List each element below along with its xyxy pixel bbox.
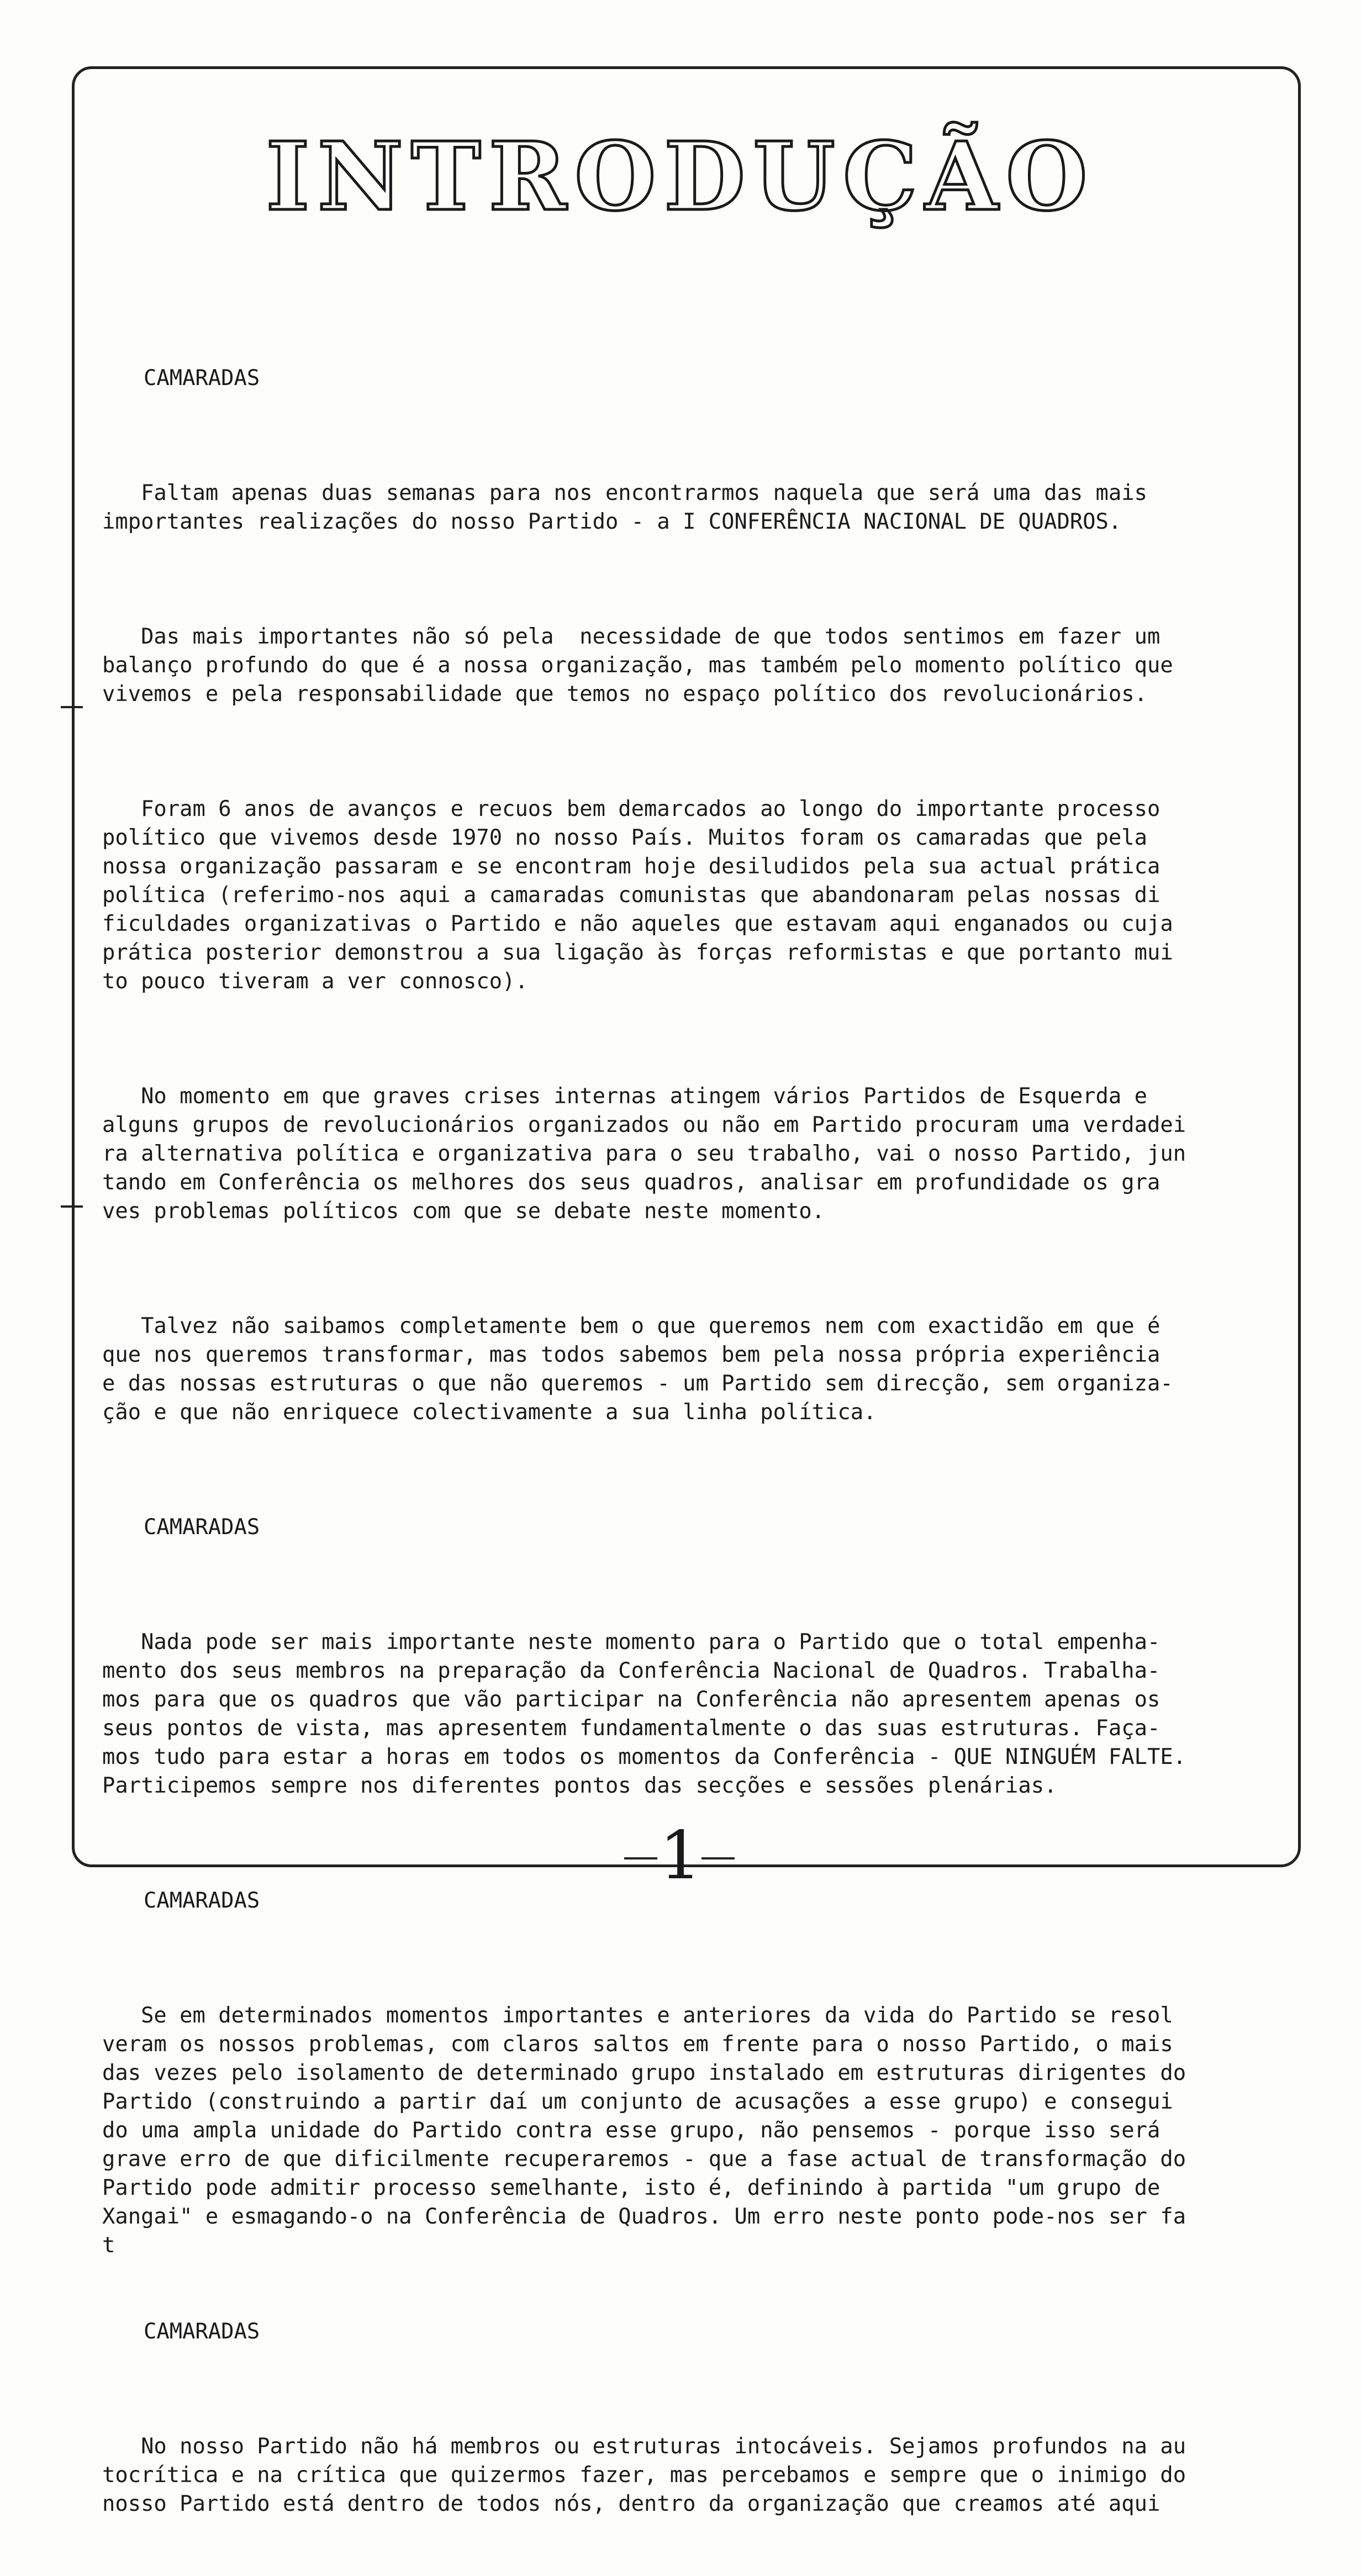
salutation: CAMARADAS	[144, 366, 260, 391]
salutation: CAMARADAS	[144, 2319, 260, 2344]
salutation: CAMARADAS	[144, 1888, 260, 1913]
paragraph: Das mais importantes não só pela necessidade de que todos sentimos em fazer um balanço profundo do que é a nossa organização, mas também pelo momento político que vivemos e pela responsabilidade que temos no espaço político dos revolucionários.	[102, 624, 1173, 707]
paragraph: Se em determinados momentos importantes e anteriores da vida do Partido se resol veram os nossos problemas, com claros saltos em frente para o nosso Partido, o mais das vezes pelo isolamento de determinado grupo instalado em estruturas dirigentes do Partido (construindo a partir daí um conjunto de acusações a esse grupo) e consegui do uma ampla unidade do Partido contra esse grupo, não pensemos - porque isso será grave erro de que dificilmente recuperaremos - que a fase actual de transformação do Partido pode admitir processo semelhante, isto é, definindo à partida "um grupo de Xangai" e esmagando-o na Conferência de Quadros. Um erro neste ponto pode-nos ser fa t	[102, 2003, 1186, 2258]
paragraph: Foram 6 anos de avanços e recuos bem demarcados ao longo do importante processo político que vivemos desde 1970 no nosso País. Muitos foram os camaradas que pela nossa organização passaram e se encontram hoje desiludidos pela sua actual prática política (referimo-nos aqui a camaradas comunistas que abandonaram pelas nossas di ficuldades organizativas o Partido e não aqueles que estavam aqui enganados ou cuja prática posterior demonstrou a sua ligação às forças reformistas e que portanto mui to pouco tiveram a ver connosco).	[102, 797, 1173, 994]
margin-mark	[61, 706, 83, 708]
paragraph: No nosso Partido não há membros ou estruturas intocáveis. Sejamos profundos na au tocrítica e na crítica que quizermos fazer, mas percebamos e sempre que o inimigo do nosso Partido está dentro de todos nós, dentro da organização que creamos até aqui	[102, 2434, 1186, 2516]
paragraph: Faltam apenas duas semanas para nos encontrarmos naquela que será uma das mais importantes realizações do nosso Partido - a I CONFERÊNCIA NACIONAL DE QUADROS.	[102, 481, 1147, 534]
page-number: 1	[659, 1818, 702, 1894]
paragraph: No momento em que graves crises internas atingem vários Partidos de Esquerda e alguns grupos de revolucionários organizados ou não em Partido procuram uma verdadei ra alternativa política e organizativa para o seu trabalho, vai o nosso Partido, jun tando em Conferência os melhores dos seus quadros, analisar em profundidade os gra ves problemas políticos com que se debate neste momento.	[102, 1084, 1186, 1224]
paragraph: Talvez não saibamos completamente bem o que queremos nem com exactidão em que é que nos queremos transformar, mas todos sabemos bem pela nossa própria experiência e das nossas estruturas o que não queremos - um Partido sem direcção, sem organiza- ção e que não enriquece colectivamente a sua linha política.	[102, 1314, 1173, 1425]
paragraph: Nada pode ser mais importante neste momento para o Partido que o total empenha- mento dos seus membros na preparação da Conferência Nacional de Quadros. Trabalha- mos para que os quadros que vão participar na Conferência não apresentem apenas os seus pontos de vista, mas apresentem fundamentalmente o das suas estruturas. Faça- mos tudo para estar a horas em todos os momentos da Conferência - QUE NINGUÉM FALTE. Participemos sempre nos diferentes pontos das secções e sessões plenárias.	[102, 1630, 1186, 1798]
margin-mark	[61, 1205, 83, 1208]
salutation: CAMARADAS	[144, 1515, 260, 1540]
page-title: INTRODUÇÃO	[266, 122, 1095, 232]
document-body	[102, 307, 1237, 2576]
